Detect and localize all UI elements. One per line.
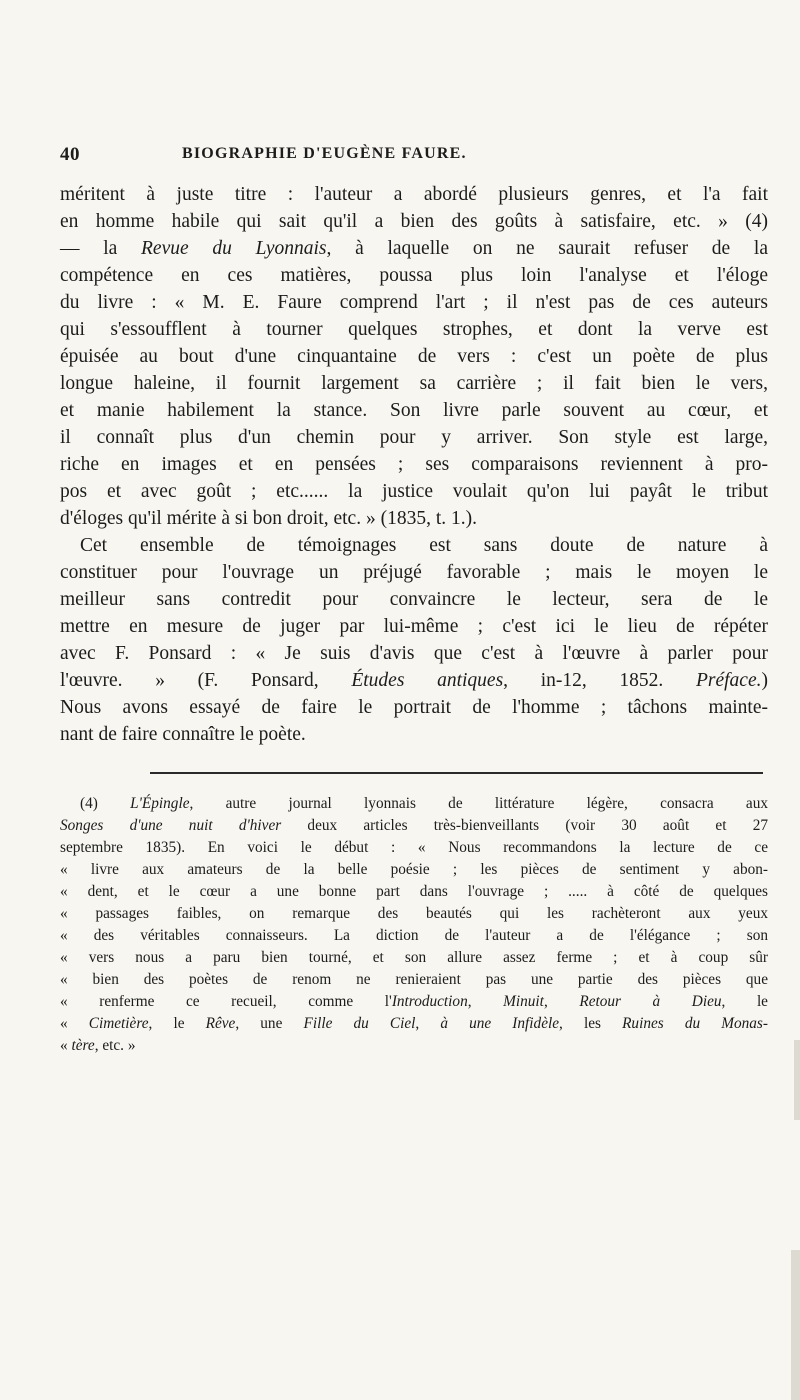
body-line: l'œuvre. » (F. Ponsard, Études antiques, in-12, 1852. Préface.) bbox=[60, 670, 768, 691]
body-line: Nous avons essayé de faire le portrait de l'homme ; tâchons mainte- bbox=[60, 697, 768, 718]
footnote-line: (4) L'Épingle, autre journal lyonnais de littérature légère, consacra aux bbox=[80, 795, 768, 812]
footnote-line: « livre aux amateurs de la belle poésie ; les pièces de sentiment y abon- bbox=[60, 861, 768, 878]
scan-edge-mark bbox=[791, 1250, 800, 1400]
page-header bbox=[60, 144, 770, 168]
body-line: et manie habilement la stance. Son livre parle souvent au cœur, et bbox=[60, 400, 768, 421]
footnote bbox=[60, 793, 768, 1057]
footnote-line: « vers nous a paru bien tourné, et son allure assez ferme ; et à coup sûr bbox=[60, 949, 768, 966]
footnote-line: Songes d'une nuit d'hiver deux articles très-bienveillants (voir 30 août et 27 bbox=[60, 817, 768, 834]
body-line: — la Revue du Lyonnais, à laquelle on ne saurait refuser de la bbox=[60, 238, 768, 259]
body-line: qui s'essoufflent à tourner quelques strophes, et dont la verve est bbox=[60, 319, 768, 340]
body-line: constituer pour l'ouvrage un préjugé favorable ; mais le moyen le bbox=[60, 562, 768, 583]
italic-title: Revue du Lyonnais bbox=[141, 238, 327, 259]
body-line: du livre : « M. E. Faure comprend l'art ; il n'est pas de ces auteurs bbox=[60, 292, 768, 313]
body-line: épuisée au bout d'une cinquantaine de vers : c'est un poète de plus bbox=[60, 346, 768, 367]
footnote-line: « passages faibles, on remarque des beautés qui les rachèteront aux yeux bbox=[60, 905, 768, 922]
footnote-separator bbox=[150, 772, 763, 774]
footnote-line: « des véritables connaisseurs. La diction de l'auteur a de l'élégance ; son bbox=[60, 927, 768, 944]
body-line: longue haleine, il fournit largement sa carrière ; il fait bien le vers, bbox=[60, 373, 768, 394]
body-line: mettre en mesure de juger par lui-même ; c'est ici le lieu de répéter bbox=[60, 616, 768, 637]
footnote-line: « bien des poètes de renom ne renieraient pas une partie des pièces que bbox=[60, 971, 768, 988]
italic-title: Études antiques bbox=[351, 670, 504, 691]
body-line: Cet ensemble de témoignages est sans doute de nature à bbox=[80, 535, 768, 556]
body-line: meilleur sans contredit pour convaincre le lecteur, sera de le bbox=[60, 589, 768, 610]
page-number: 40 bbox=[60, 144, 80, 165]
body-text bbox=[60, 181, 768, 748]
running-title: BIOGRAPHIE D'EUGÈNE FAURE. bbox=[182, 145, 467, 162]
footnote-line: « dent, et le cœur a une bonne part dans l'ouvrage ; ..... à côté de quelques bbox=[60, 883, 768, 900]
body-line: méritent à juste titre : l'auteur a abordé plusieurs genres, et l'a fait bbox=[60, 184, 768, 205]
scan-edge-mark bbox=[794, 1040, 800, 1120]
body-line: nant de faire connaître le poète. bbox=[60, 724, 306, 745]
body-line: riche en images et en pensées ; ses comparaisons reviennent à pro- bbox=[60, 454, 768, 475]
body-line: d'éloges qu'il mérite à si bon droit, etc. » (1835, t. 1.). bbox=[60, 508, 477, 529]
body-line: pos et avec goût ; etc...... la justice voulait qu'on lui payât le tribut bbox=[60, 481, 768, 502]
footnote-line: « renferme ce recueil, comme l'Introduction, Minuit, Retour à Dieu, le bbox=[60, 993, 768, 1010]
body-line: avec F. Ponsard : « Je suis d'avis que c'est à l'œuvre à parler pour bbox=[60, 643, 768, 664]
body-line: compétence en ces matières, poussa plus loin l'analyse et l'éloge bbox=[60, 265, 768, 286]
italic-title: Préface. bbox=[695, 670, 762, 691]
body-line: en homme habile qui sait qu'il a bien des goûts à satisfaire, etc. » (4) bbox=[60, 211, 768, 232]
footnote-line: septembre 1835). En voici le début : « Nous recommandons la lecture de ce bbox=[60, 839, 768, 856]
footnote-line: « Cimetière, le Rêve, une Fille du Ciel, à une Infidèle, les Ruines du Monas- bbox=[60, 1015, 768, 1032]
footnote-line: « tère, etc. » bbox=[60, 1037, 136, 1054]
body-line: il connaît plus d'un chemin pour y arriver. Son style est large, bbox=[60, 427, 768, 448]
